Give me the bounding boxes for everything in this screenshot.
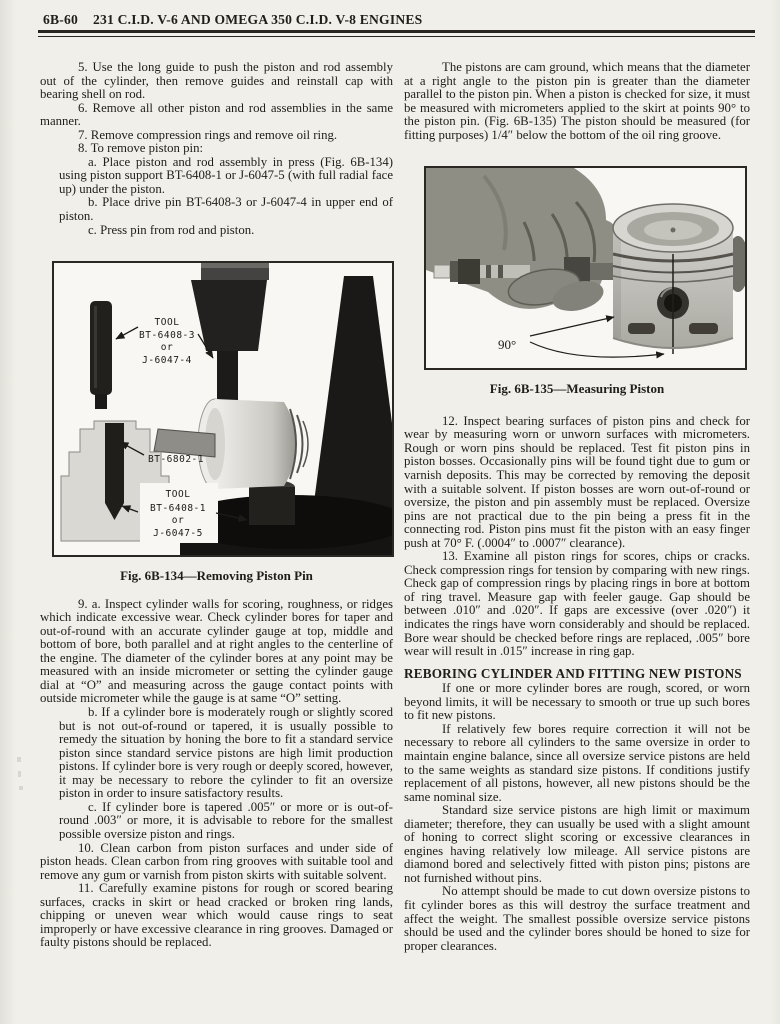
cam-ground-paragraph: The pistons are cam ground, which means that the diameter at a right angle to the piston pin is greater than the diameter parallel to the piston pin. When a piston is checked for size, it must be measured with micrometers applied to the skirt at points 90° to the piston pin. (Fig. 6B-135) The piston should be measured (for fitting purposes) 1/4″ below the bottom of the oil ring groove. (404, 60, 750, 142)
step-9c-paragraph: c. If cylinder bore is tapered .005″ or more or is out-of-round .003″ or more, it is advisable to rebore for the smallest possible oversize piston and rings. (59, 799, 393, 841)
section-paragraph-4: No attempt should be made to cut down oversize pistons to fit cylinder bores as this will destroy the surface treatment and affect the weight. The smallest possible oversize service pistons should be used and the cylinder bores should be honed to size for proper clearances. (404, 884, 750, 953)
step-7-paragraph: 7. Remove compression rings and remove oil ring. (78, 127, 338, 142)
step-6-paragraph: 6. Remove all other piston and rod assemblies in the same manner. (40, 100, 393, 129)
step-8b-paragraph: b. Place drive pin BT-6408-3 or J-6047-4 in upper end of piston. (59, 195, 393, 224)
tool-label-top-line4: J-6047-4 (142, 355, 192, 367)
step-12-paragraph: 12. Inspect bearing surfaces of piston pins and check for wear by measuring worn or unworn surfaces with micrometers. Rough or worn pins should be replaced. Test fit piston pins in piston bosses. Occasionally pins will be found tight due to gum or varnish deposits. This may be corrected by removing the deposit with a suitable solvent. If piston bosses are worn out-of-round or oversize, the piston and pin assembly must be replaced. Oversize pins are not practical due to the pin being a press fit in the connecting rod. Piston pins must fit the piston with an easy finger push at 70° F. (.0004″ to .0007″ clearance). (404, 413, 750, 550)
page-header (43, 12, 422, 28)
drive-pin-tool (90, 301, 112, 395)
step-8a-paragraph: a. Place piston and rod assembly in press (Fig. 6B-134) using piston support BT-6408-1 or J-6047-5 (with full radial face up) under the piston. (59, 154, 393, 196)
step-9b-paragraph: b. If a cylinder bore is moderately rough or slightly scored but is not out-of-round or tapered, it is usually possible to remedy the situation by honing the bore to fit a standard service piston since standard service pistons are high limit production pistons. If cylinder bore is very rough or deeply scored, however, it may be necessary to rebore the cylinder to fit an oversize piston in order to insure satisfactory results. (59, 705, 393, 801)
step-5-paragraph: 5. Use the long guide to push the piston and rod assembly out of the cylinder, then remove guides and reinstall cap with bearing shell on rod. (40, 60, 393, 102)
step-8-paragraph: 8. To remove piston pin: (78, 141, 204, 156)
section-paragraph-3: Standard size service pistons are high limit or maximum diameter; therefore, they can usually be used with a slight amount of honing to correct slight scoring or excessive clearances in engines having relatively low mileage. All service pistons are diamond bored and selectively fitted with piston pins; pistons are not furnished without pins. (404, 803, 750, 885)
tool-label-mid: BT-6802-1 (148, 454, 204, 466)
piston-support-cylinder (249, 487, 295, 525)
tool-label-bottom-line1: TOOL (165, 489, 191, 501)
piston-press-illustration (54, 263, 392, 555)
tool-label-bottom-line2: BT-6408-1 (150, 503, 206, 515)
tool-label-top-line1: TOOL (154, 317, 180, 329)
step-9a-paragraph: 9. a. Inspect cylinder walls for scoring, roughness, or ridges which indicate excessive wear. Check cylinder bores for taper and out-of-round with an accurate cylinder gauge at top, middle and bottom of bore, both parallel and at right angles to the centerline of the engine. The diameter of the cylinder bores at any point may be measured with an inside micrometer or setting the cylinder gauge dial at “O” and measuring across the gauge contact points with outside micrometer while the gauge is at same “O” setting. (40, 596, 393, 706)
scan-artifact (17, 757, 21, 762)
step-8c-paragraph: c. Press pin from rod and piston. (88, 222, 255, 237)
section-heading: REBORING CYLINDER AND FITTING NEW PISTONS (404, 665, 742, 681)
step-13-paragraph: 13. Examine all piston rings for scores, chips or cracks. Check compression rings for tension by comparing with new rings. Check gap of compression rings by placing rings in bore at bottom of ring travel. Measure gap with feeler gauge. Gap should be between .010″ and .020″. If gaps are excessive (over .020″) it indicates the rings have worn considerably and should be replaced. Bore wear should be checked before rings are replaced, .005″ bore wear will result in .015″ increase in ring gap. (404, 549, 750, 659)
step-11-paragraph: 11. Carefully examine pistons for rough or scored bearing surfaces, cracks in skirt or head cracked or broken ring lands, chipping or uneven wear which would cause rings to seat improperly or have excessive clearance in ring grooves. Damaged or faulty pistons should be replaced. (40, 881, 393, 950)
right-column (404, 61, 750, 953)
figure-135-caption: Fig. 6B-135—Measuring Piston (489, 381, 665, 397)
tool-label-bottom-line4: J-6047-5 (153, 528, 203, 540)
page-number: 6B-60 (43, 12, 78, 27)
tool-label-top-line2: BT-6408-3 (139, 330, 195, 342)
scan-artifact (18, 771, 21, 777)
figure-134-removing-piston-pin (52, 261, 394, 557)
piston (613, 204, 733, 354)
tool-label-bottom-line3: or (171, 515, 185, 527)
measuring-piston-illustration (426, 168, 745, 368)
step-10-paragraph: 10. Clean carbon from piston surfaces and under side of piston heads. Clean carbon from ring grooves with suitable tool and remove any gum or varnish from piston skirts with suitable solvent. (40, 840, 393, 882)
header-rule-thin (38, 36, 755, 37)
page-title: 231 C.I.D. V-6 AND OMEGA 350 C.I.D. V-8 ENGINES (92, 12, 423, 27)
left-column (40, 61, 393, 950)
figure-135-measuring-piston (424, 166, 747, 370)
support-pin (105, 423, 124, 503)
piston-in-press (215, 399, 297, 489)
scan-artifact (19, 786, 23, 790)
header-rule-thick (38, 30, 755, 33)
angle-label: 90° (498, 337, 517, 353)
section-paragraph-2: If relatively few bores require correction it will not be necessary to rebore all cylinders to the same oversize in order to maintain engine balance, since all oversize service pistons are held to the same weights as standard size pistons. If conditions justify replacement of all pistons, however, all new pistons should be the same nominal size. (404, 721, 750, 804)
section-paragraph-1: If one or more cylinder bores are rough, scored, or worn beyond limits, it will be necessary to smooth or true up such bores to fit new pistons. (404, 681, 750, 723)
figure-134-caption: Fig. 6B-134—Removing Piston Pin (120, 568, 313, 584)
tool-label-top-line3: or (160, 342, 174, 354)
